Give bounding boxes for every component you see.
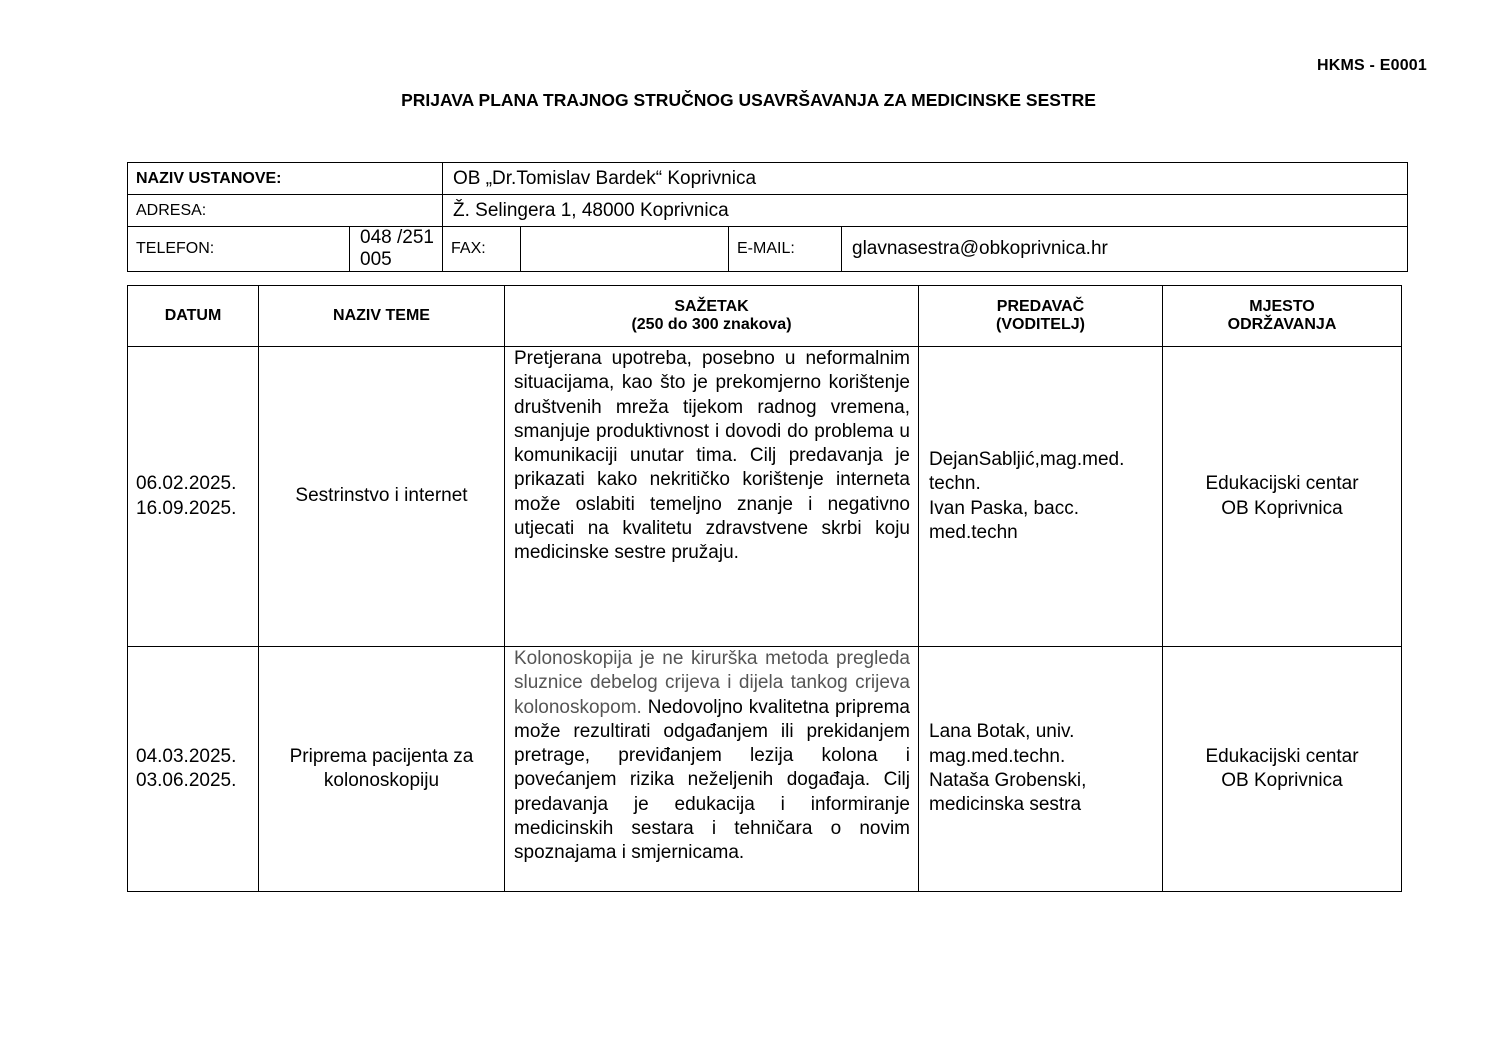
- date-cell: [128, 347, 259, 647]
- summary-header-note: (250 do 300 znakova): [631, 316, 792, 333]
- summary-header-title: SAŽETAK: [674, 298, 749, 315]
- institution-name-label: NAZIV USTANOVE:: [128, 163, 443, 195]
- plan-table: [127, 285, 1402, 892]
- place-line-1: Edukacijski centar: [1205, 745, 1359, 767]
- topic-line-2: kolonoskopiju: [323, 770, 440, 791]
- place-header-line2: ODRŽAVANJA: [1227, 316, 1337, 333]
- lecturer-2: Nataša Grobenski, medicinska sestra: [929, 770, 1087, 816]
- date-1: 06.02.2025.: [136, 473, 237, 495]
- table-row: [128, 647, 1402, 892]
- place-header-line1: MJESTO: [1249, 298, 1315, 315]
- phone-label: TELEFON:: [128, 227, 350, 272]
- place-cell: [1163, 347, 1402, 647]
- email-value: glavnasestra@obkoprivnica.hr: [842, 227, 1408, 272]
- summary-cell: [505, 347, 919, 647]
- institution-name-row: [128, 163, 1408, 195]
- summary-text-intro: Kolonoskopija je ne kirurška metoda pregleda sluznice debelog crijeva i dijela tankog crijeva kolonoskopom.: [514, 648, 910, 718]
- place-line-2: OB Koprivnica: [1221, 770, 1343, 791]
- place-line-2: OB Koprivnica: [1221, 497, 1343, 519]
- column-header-summary: [505, 286, 919, 347]
- form-code: HKMS - E0001: [1317, 57, 1427, 74]
- lecturer-cell: [919, 647, 1163, 892]
- institution-name-value: OB „Dr.Tomislav Bardek“ Koprivnica: [443, 163, 1408, 195]
- address-value: Ž. Selingera 1, 48000 Koprivnica: [443, 195, 1408, 227]
- summary-cell: [505, 647, 919, 892]
- topic-text: Sestrinstvo i internet: [295, 485, 468, 507]
- lecturer-header-title: PREDAVAČ: [996, 298, 1085, 315]
- lecturer-2: Ivan Paska, bacc. med.techn: [929, 497, 1079, 543]
- fax-value: [521, 227, 729, 272]
- date-2: 16.09.2025.: [136, 497, 237, 519]
- address-label: ADRESA:: [128, 195, 443, 227]
- date-1: 04.03.2025.: [136, 745, 237, 767]
- lecturer-cell: [919, 347, 1163, 647]
- email-label: E-MAIL:: [729, 227, 842, 272]
- address-row: [128, 195, 1408, 227]
- fax-label: FAX:: [443, 227, 521, 272]
- table-row: [128, 347, 1402, 647]
- page-title: PRIJAVA PLANA TRAJNOG STRUČNOG USAVRŠAVANJA ZA MEDICINSKE SESTRE: [401, 90, 1096, 110]
- column-header-lecturer: [919, 286, 1163, 347]
- date-2: 03.06.2025.: [136, 770, 237, 791]
- plan-header-row: [128, 286, 1402, 347]
- contact-row: [128, 227, 1408, 272]
- column-header-date: DATUM: [128, 286, 259, 347]
- place-cell: [1163, 647, 1402, 892]
- topic-cell: [259, 647, 505, 892]
- column-header-topic: NAZIV TEME: [259, 286, 505, 347]
- topic-cell: [259, 347, 505, 647]
- summary-text: Nedovoljno kvalitetna priprema može rezultirati odgađanjem ili prekidanjem pretrage, previđanjem lezija kolona i povećanjem rizika neželjenih događaja. Cilj predavanja je edukacija i informiranje medicinskih sestara i tehničara o novim spoznajama i smjernicama.: [514, 696, 910, 864]
- lecturer-1: Lana Botak, univ. mag.med.techn.: [929, 721, 1075, 767]
- phone-value: 048 /251 005: [350, 227, 443, 272]
- lecturer-header-note: (VODITELJ): [996, 316, 1085, 333]
- summary-text: Pretjerana upotreba, posebno u neformalnim situacijama, kao što je prekomjerno korištenje društvenih mreža tijekom radnog vremena, smanjuje produktivnost i dovodi do problema u komunikaciji unutar tima. Cilj predavanja je prikazati kako nekritičko korištenje interneta može oslabiti temeljno znanje i negativno utjecati na kvalitetu zdravstvene skrbi koju medicinske sestre pružaju.: [514, 348, 910, 564]
- place-line-1: Edukacijski centar: [1205, 473, 1359, 495]
- lecturer-1: DejanSabljić,mag.med. techn.: [929, 448, 1125, 495]
- column-header-place: [1163, 286, 1402, 347]
- date-cell: [128, 647, 259, 892]
- institution-table: [127, 162, 1408, 272]
- topic-line-1: Priprema pacijenta za: [289, 745, 474, 767]
